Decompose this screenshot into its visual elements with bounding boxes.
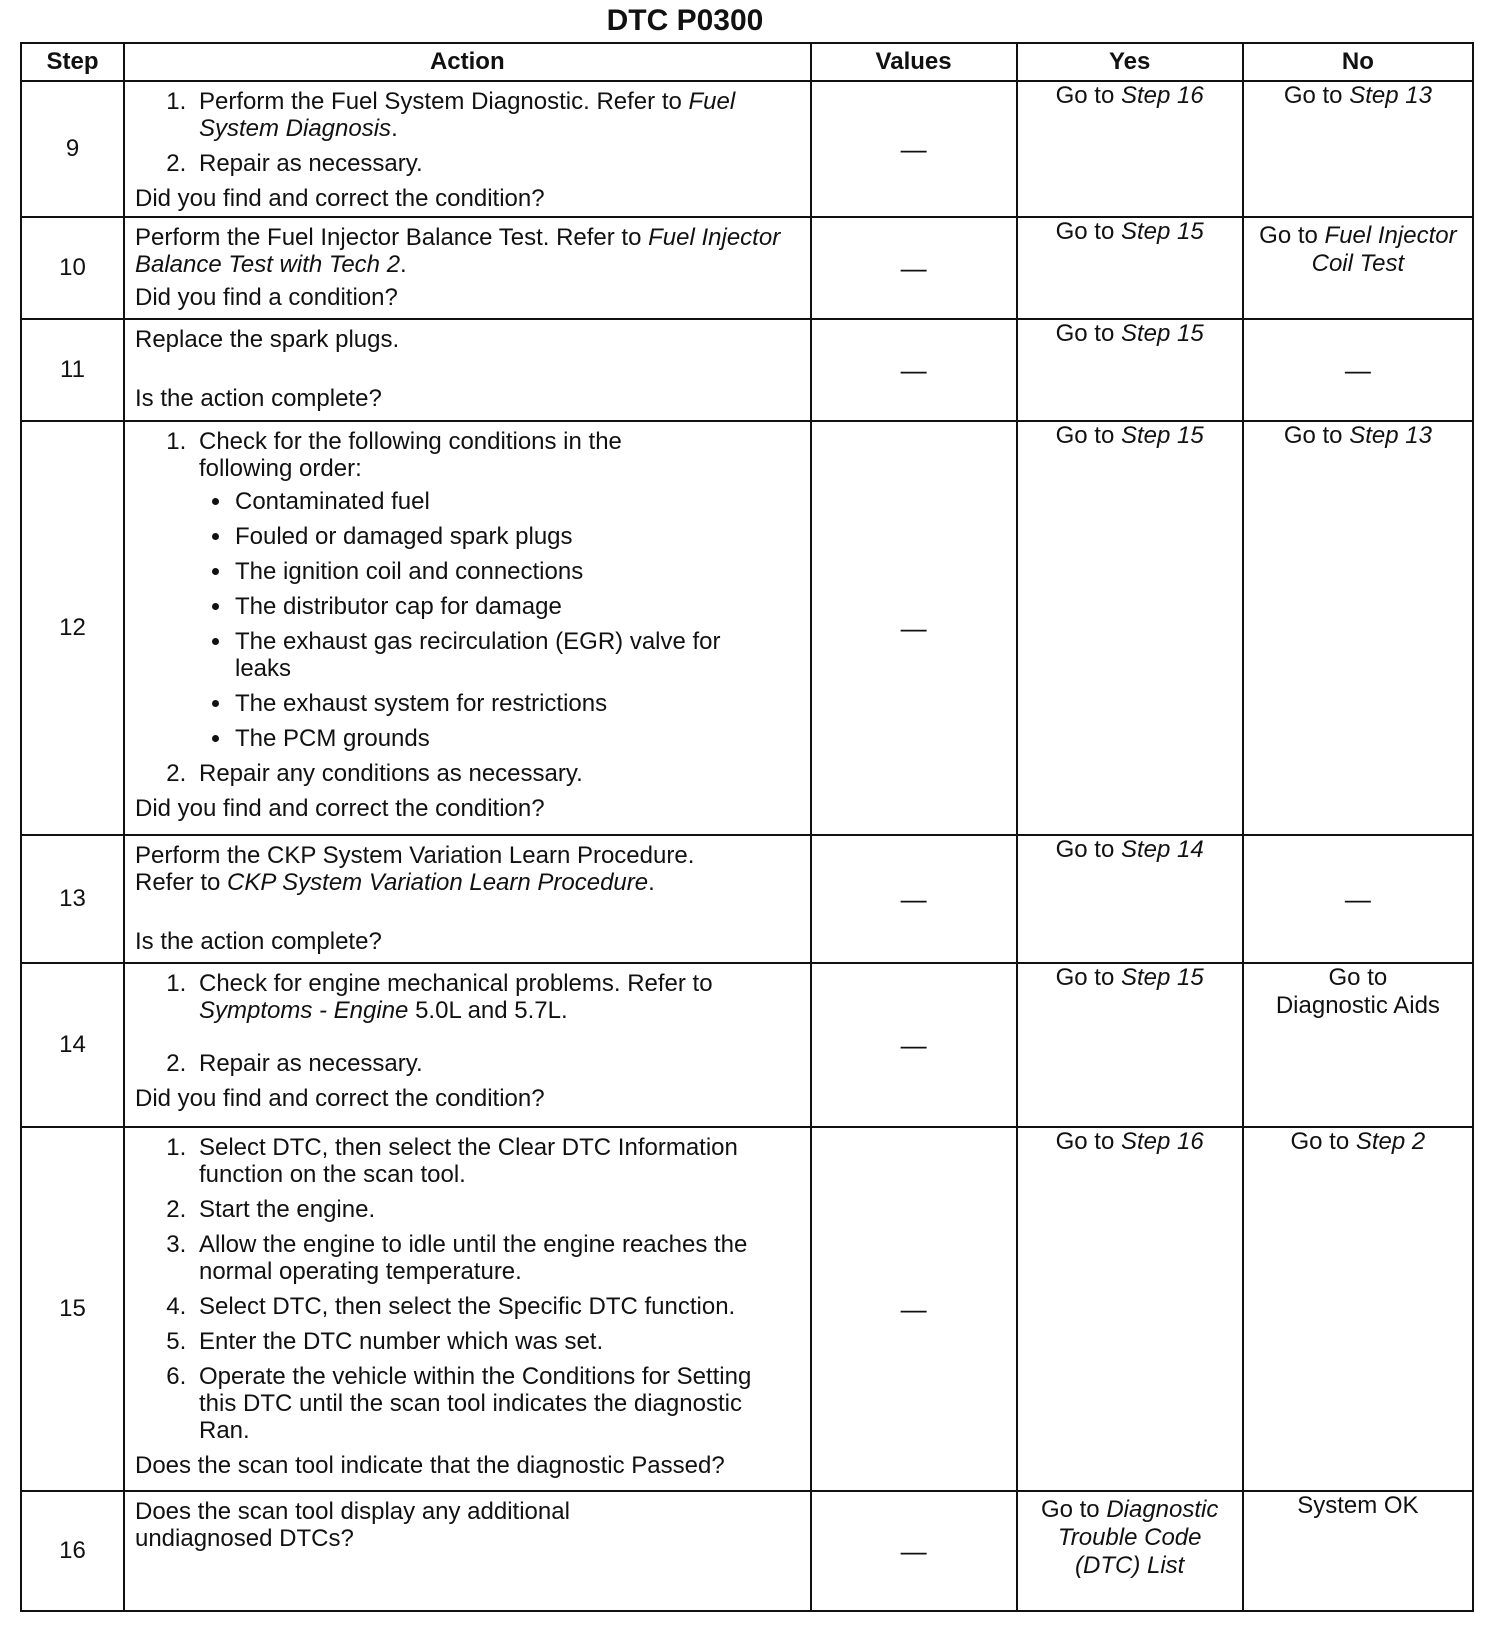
action-question: Did you find and correct the condition?	[134, 185, 545, 212]
list-item: • The exhaust system for restrictions	[233, 690, 802, 717]
action-question: Is the action complete?	[134, 385, 382, 412]
action-question: Does the scan tool indicate that the diagnostic Passed?	[134, 1452, 725, 1479]
action-item: 2. Start the engine.	[193, 1196, 802, 1223]
table-row	[21, 963, 1473, 1127]
action-cell	[124, 1491, 811, 1611]
reference-link[interactable]: Symptoms - Engine	[198, 997, 409, 1024]
list-item: • The ignition coil and connections	[233, 558, 802, 585]
yes-cell: Go to Diagnostic Trouble Code (DTC) List	[1017, 1491, 1243, 1611]
action-text: Perform the Fuel Injector Balance Test. Refer to Fuel Injector Balance Test with Tech 2.	[134, 224, 781, 278]
action-cell	[124, 319, 811, 421]
action-question: Did you find and correct the condition?	[134, 795, 545, 822]
no-cell: —	[1243, 835, 1473, 963]
goto-link[interactable]: Step 15	[1120, 218, 1204, 245]
step-number: 10	[21, 217, 124, 319]
action-cell	[124, 963, 811, 1127]
table-row	[21, 421, 1473, 835]
reference-link[interactable]: Fuel System Diagnosis	[198, 88, 736, 142]
goto-link[interactable]: Step 16	[1120, 1128, 1204, 1155]
values-cell: —	[811, 81, 1017, 217]
yes-cell: Go to Step 16	[1017, 1127, 1243, 1491]
values-cell: —	[811, 1127, 1017, 1491]
action-cell	[124, 81, 811, 217]
yes-cell: Go to Step 15	[1017, 319, 1243, 421]
values-cell: —	[811, 835, 1017, 963]
table-row	[21, 217, 1473, 319]
no-cell: Go to Step 13	[1243, 81, 1473, 217]
header-yes: Yes	[1017, 43, 1243, 81]
goto-link[interactable]: Step 14	[1120, 836, 1204, 863]
no-cell: —	[1243, 319, 1473, 421]
header-row	[21, 43, 1473, 81]
action-item: 2. Repair as necessary.	[193, 1050, 802, 1077]
header-action: Action	[124, 43, 811, 81]
action-text: Perform the CKP System Variation Learn Procedure. Refer to CKP System Variation Learn Procedure.	[134, 842, 695, 896]
action-question: Is the action complete?	[134, 928, 382, 955]
no-cell: Go to Fuel Injector Coil Test	[1243, 217, 1473, 319]
goto-link[interactable]: Step 15	[1120, 320, 1204, 347]
yes-cell: Go to Step 15	[1017, 217, 1243, 319]
action-item: 6. Operate the vehicle within the Conditions for Setting this DTC until the scan tool indicates the diagnostic Ran.	[193, 1363, 779, 1444]
action-cell	[124, 421, 811, 835]
no-cell: Go to Step 13	[1243, 421, 1473, 835]
action-item: 2. Repair as necessary.	[193, 150, 802, 177]
page-title: DTC P0300	[606, 4, 764, 37]
action-item: 4. Select DTC, then select the Specific DTC function.	[193, 1293, 802, 1320]
step-number: 15	[21, 1127, 124, 1491]
step-number: 12	[21, 421, 124, 835]
goto-link[interactable]: Step 13	[1349, 422, 1432, 449]
step-number: 13	[21, 835, 124, 963]
goto-link[interactable]: Step 15	[1120, 422, 1204, 449]
reference-link[interactable]: Fuel Injector Balance Test with Tech 2	[134, 224, 781, 278]
goto-link[interactable]: Diagnostic Trouble Code (DTC) List	[1057, 1496, 1219, 1579]
action-item: 1. Check for engine mechanical problems. Refer to Symptoms - Engine 5.0L and 5.7L.	[193, 970, 802, 1024]
action-item: 3. Allow the engine to idle until the engine reaches the normal operating temperature.	[193, 1231, 802, 1285]
table-row	[21, 1127, 1473, 1491]
action-item: 1. Check for the following conditions in the following order: • Contaminated fuel • Fouled or damaged spark plugs • The ignition coil and connections • The distributor cap for damage • The exhaust gas recirculation (EGR) valve for leaks • The exhaust system for restrictions • The PCM grounds	[193, 428, 802, 752]
no-cell: Go to Diagnostic Aids	[1243, 963, 1473, 1127]
list-item: • The PCM grounds	[233, 725, 802, 752]
step-number: 11	[21, 319, 124, 421]
action-item: 1. Perform the Fuel System Diagnostic. Refer to Fuel System Diagnosis.	[193, 88, 802, 142]
step-number: 16	[21, 1491, 124, 1611]
condition-list	[199, 488, 802, 752]
table-row	[21, 319, 1473, 421]
goto-link[interactable]: Step 2	[1355, 1128, 1426, 1155]
goto-link[interactable]: Step 16	[1120, 82, 1204, 109]
list-item: • The exhaust gas recirculation (EGR) valve for leaks	[233, 628, 735, 682]
goto-link[interactable]: Diagnostic Aids	[1275, 992, 1440, 1019]
table-row	[21, 81, 1473, 217]
result-text: System OK	[1297, 1492, 1419, 1519]
yes-cell: Go to Step 15	[1017, 421, 1243, 835]
action-item: 5. Enter the DTC number which was set.	[193, 1328, 802, 1355]
values-cell: —	[811, 1491, 1017, 1611]
goto-link[interactable]: Fuel Injector Coil Test	[1311, 222, 1457, 277]
header-no: No	[1243, 43, 1473, 81]
no-cell	[1243, 1491, 1473, 1611]
list-item: • Fouled or damaged spark plugs	[233, 523, 802, 550]
action-cell	[124, 835, 811, 963]
reference-link[interactable]: CKP System Variation Learn Procedure	[227, 869, 649, 896]
step-number: 14	[21, 963, 124, 1127]
values-cell: —	[811, 319, 1017, 421]
action-item: 1. Select DTC, then select the Clear DTC Information function on the scan tool.	[193, 1134, 802, 1188]
header-step: Step	[21, 43, 124, 81]
header-values: Values	[811, 43, 1017, 81]
values-cell: —	[811, 421, 1017, 835]
action-item: 2. Repair any conditions as necessary.	[193, 760, 802, 787]
yes-cell: Go to Step 15	[1017, 963, 1243, 1127]
action-question: Did you find a condition?	[134, 284, 398, 311]
step-number: 9	[21, 81, 124, 217]
goto-link[interactable]: Step 15	[1120, 964, 1204, 991]
diagnostic-table	[20, 42, 1474, 1612]
action-cell	[124, 1127, 811, 1491]
table-row	[21, 1491, 1473, 1611]
action-text: Does the scan tool display any additional undiagnosed DTCs?	[134, 1498, 570, 1552]
values-cell: —	[811, 963, 1017, 1127]
yes-cell: Go to Step 14	[1017, 835, 1243, 963]
action-cell	[124, 217, 811, 319]
goto-link[interactable]: Step 13	[1349, 82, 1432, 109]
action-question: Did you find and correct the condition?	[134, 1085, 545, 1112]
no-cell: Go to Step 2	[1243, 1127, 1473, 1491]
list-item: • The distributor cap for damage	[233, 593, 802, 620]
list-item: • Contaminated fuel	[233, 488, 802, 515]
yes-cell: Go to Step 16	[1017, 81, 1243, 217]
table-row	[21, 835, 1473, 963]
action-text: Replace the spark plugs.	[134, 326, 400, 353]
values-cell: —	[811, 217, 1017, 319]
